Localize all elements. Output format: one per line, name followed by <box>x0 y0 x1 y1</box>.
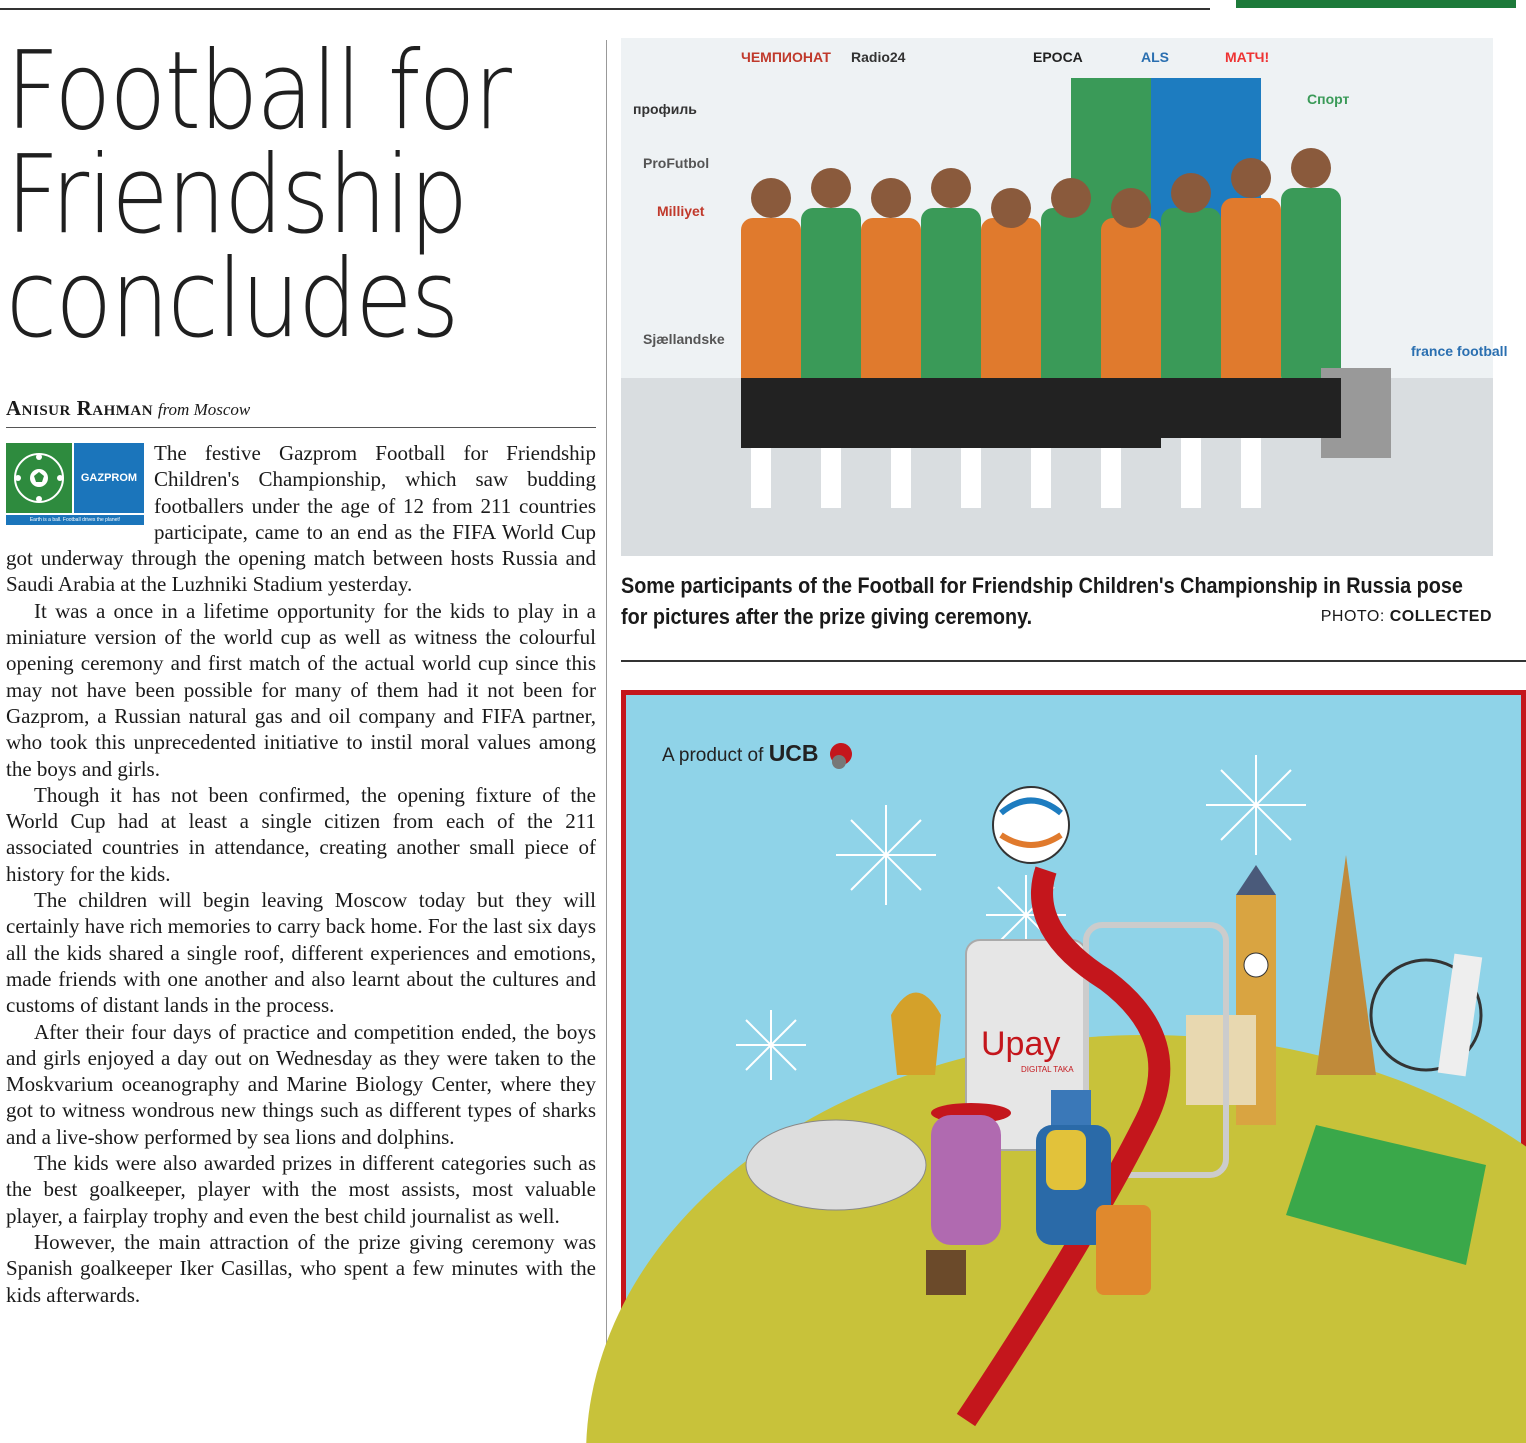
article-paragraph: Though it has not been confirmed, the opening fixture of the World Cup had at least a single citizen from each of the 211 associated countries in attendance, creating another small piece of history for the kids. <box>6 782 596 886</box>
article-paragraph: After their four days of practice and competition ended, the boys and girls enjoyed a day out on Wednesday as they were taken to the Moskvarium oceanography and Marine Biology Center, where they got to witness wondrous new things such as different types of sharks and a live-show performed by sea lions and dolphins. <box>6 1019 596 1149</box>
article-paragraph: The kids were also awarded prizes in different categories such as the best goalkeeper, player with the most assists, most valuable player, a fairplay trophy and even the best child journalist as well. <box>6 1151 596 1228</box>
upay-logo: Upay <box>981 1025 1061 1063</box>
article-paragraph: The children will begin leaving Moscow today but they will certainly have rich memories to carry back home. For the last six days all the kids shared a single roof, different experiences and emotions, made friends with one another and also learnt about the cultures and customs of distant lands in the process. <box>6 888 596 1018</box>
photo-children-group <box>621 38 1508 556</box>
headline-line-2: Friendship <box>6 133 467 258</box>
backdrop-logo: france football <box>1411 343 1508 359</box>
backdrop-logo: Спорт <box>1307 91 1350 107</box>
ucb-logo-icon <box>824 739 858 773</box>
photo-credit <box>1321 608 1492 626</box>
backdrop-logo: ALS <box>1141 49 1169 65</box>
photo-caption: Some participants of the Football for Friendship Children's Championship in Russia pose for pictures after the prize giving ceremony. <box>621 573 1463 629</box>
article-paragraph: However, the main attraction of the prize giving ceremony was Spanish goalkeeper Iker Casillas, who spent a few minutes with the kids afterwards. <box>6 1229 596 1307</box>
section-color-bar <box>1236 0 1516 8</box>
ucb-brand: UCB <box>768 740 819 767</box>
article-paragraph: The festive Gazprom Football for Friendship Children's Championship, which saw budding footballers under the age of 12 from 211 countries participate, came to an end as the FIFA World Cup got underway through the opening match between hosts Russia and Saudi Arabia at the Luzhniki Stadium yesterday. <box>6 441 596 597</box>
backdrop-logo: Radio24 <box>851 49 906 65</box>
logo-tagline: Earth is a ball. Football drives the planet! <box>6 515 144 525</box>
football-for-friendship-logo <box>6 443 144 525</box>
headline-line-3: concludes <box>6 237 458 362</box>
world-cup-trophy-icon <box>891 993 941 1076</box>
upay-subtitle: DIGITAL TAKA <box>1021 1065 1074 1074</box>
section-rule <box>621 660 1526 662</box>
ad-tagline <box>662 739 858 773</box>
ad-tag-prefix: A product of <box>662 745 764 767</box>
headline-block <box>6 29 596 362</box>
ff-logo-icon <box>6 443 72 513</box>
top-rule <box>0 8 1210 10</box>
photo-credit-value: COLLECTED <box>1389 608 1492 625</box>
backdrop-logo: ProFutbol <box>643 155 710 171</box>
byline-author: Anisur Rahman <box>6 396 154 420</box>
news-photo <box>621 38 1508 556</box>
article-paragraph: It was a once in a lifetime opportunity for the kids to play in a miniature version of the world cup as well as witness the colourful opening ceremony and first match of the actual world cup since this may not have been possible for many of them had it not been for Gazprom, a Russian natural gas and oil company and FIFA partner, who took this unprecedented initiative to instil moral values among the boys and girls. <box>6 598 596 781</box>
backdrop-logo: ЧЕМПИОНАТ <box>741 49 831 65</box>
backdrop-logo: МАТЧ! <box>1225 49 1270 65</box>
backdrop-logo: Milliyet <box>657 203 705 219</box>
ad-illustration <box>626 695 1521 1435</box>
headline <box>6 29 513 362</box>
backdrop-logo: EPOCA <box>1033 49 1083 65</box>
gazprom-logo: GAZPROM <box>74 443 144 513</box>
stadium <box>746 1120 926 1210</box>
byline <box>6 396 596 428</box>
ucb-upay-advertisement[interactable] <box>621 690 1526 1440</box>
byline-location: from Moscow <box>157 400 251 419</box>
column-divider <box>606 40 607 1440</box>
backdrop-logo: профиль <box>633 101 697 117</box>
backdrop-logo: Sjællandske <box>643 331 725 347</box>
headline-line-1: Football for <box>6 29 511 154</box>
photo-credit-label: PHOTO: <box>1320 608 1385 625</box>
article-body <box>6 440 596 1308</box>
